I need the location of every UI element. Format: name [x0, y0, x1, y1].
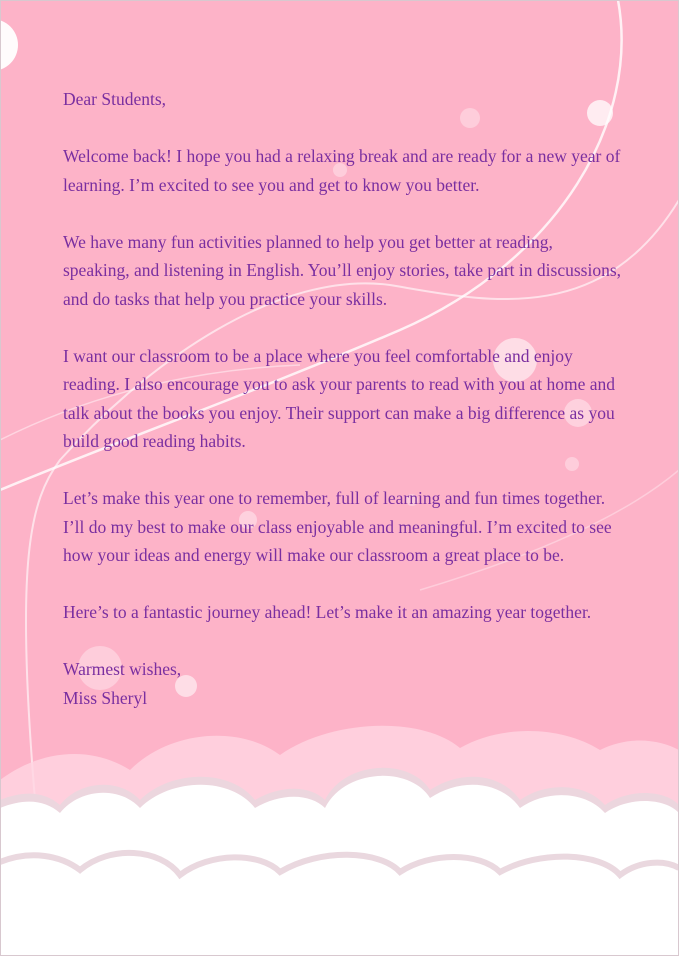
- paragraph: Here’s to a fantastic journey ahead! Let’s make it an amazing year together.: [63, 602, 592, 622]
- paragraph: Let’s make this year one to remember, full of learning and fun times together. I’ll do my best to make our class enjoyable and meaningful. I’m excited to see how your ideas and energy will make our classroom a great place to be.: [63, 488, 612, 565]
- paragraph: We have many fun activities planned to help you get better at reading, speaking, and listening in English. You’ll enjoy stories, take part in discussions, and do tasks that help you practice your skills.: [63, 231, 622, 309]
- greeting: Dear Students,: [63, 89, 167, 109]
- paragraph: Welcome back! I hope you had a relaxing break and are ready for a new year of learning. I’m excited to see you and get to know you better.: [63, 146, 621, 195]
- paragraph: I want our classroom to be a place where you feel comfortable and enjoy reading. I also encourage you to ask your parents to read with you at home and talk about the books you enjoy. Their support can make a big difference as you build good reading habits.: [63, 345, 616, 451]
- signature: Miss Sheryl: [63, 687, 148, 708]
- bubble-decoration: [0, 19, 18, 71]
- letter-body: [63, 85, 623, 712]
- closing-block: [63, 655, 623, 712]
- cloud-front-layer: [0, 776, 679, 956]
- closing: Warmest wishes,: [63, 659, 182, 679]
